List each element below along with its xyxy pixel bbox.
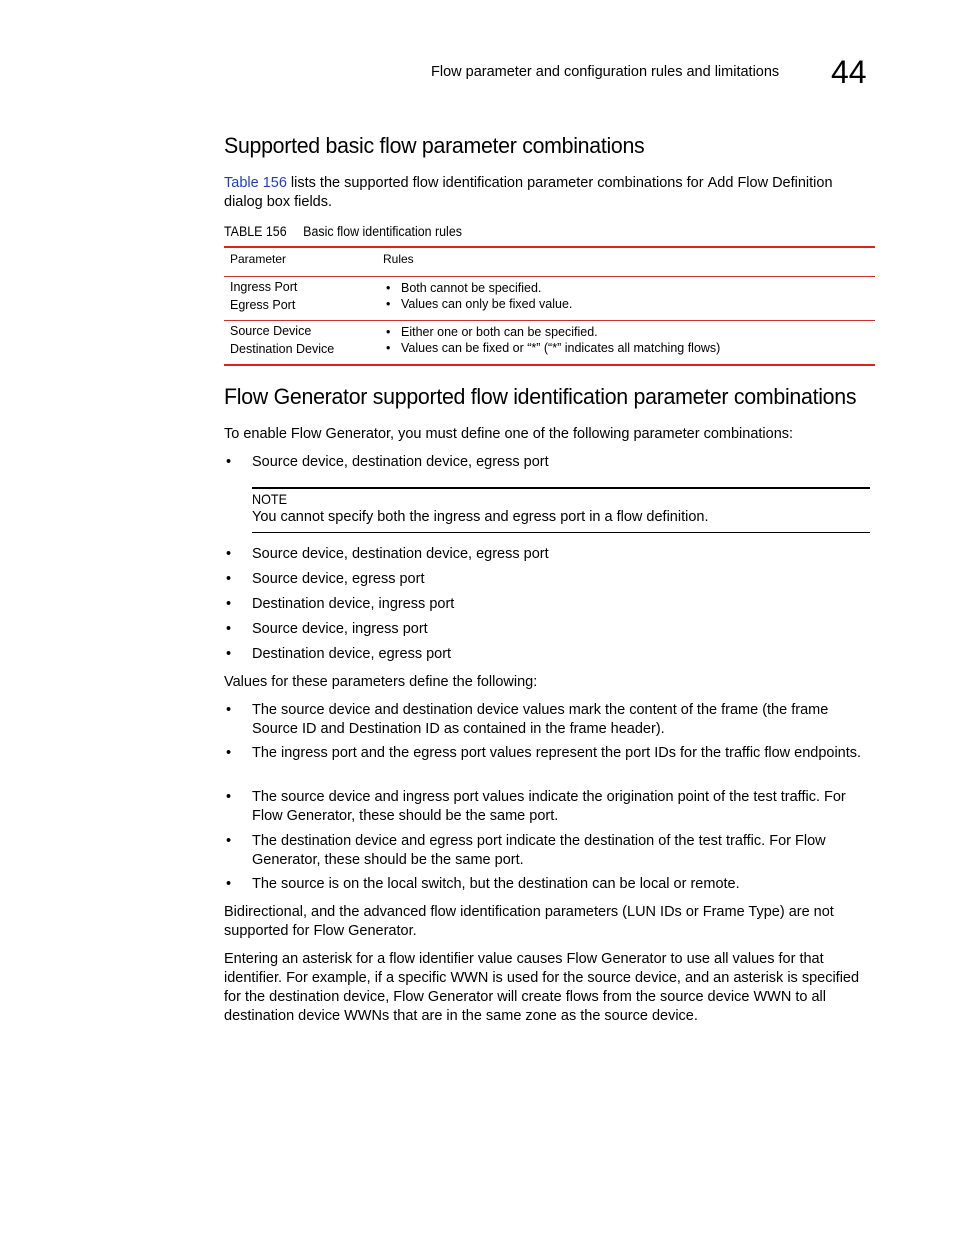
rule-item: • Values can only be fixed value.	[383, 296, 572, 312]
bidirectional-paragraph: Bidirectional, and the advanced flow identification parameters (LUN IDs or Frame Type) are not supported for Flow Generator.	[224, 904, 834, 939]
list-item-text: Destination device, egress port	[252, 646, 452, 662]
table-156-link[interactable]: Table 156	[224, 175, 287, 191]
bullet-dot: •	[226, 596, 232, 612]
table-row	[224, 277, 875, 320]
rule-item: • Either one or both can be specified.	[383, 324, 720, 340]
rules-list	[383, 324, 720, 356]
list-item-text: Source device, destination device, egress port	[252, 454, 549, 470]
intro-text: lists the supported flow identification parameter combinations for	[286, 175, 708, 191]
list-item-text: Source device, ingress port	[252, 621, 428, 637]
list-item-text: The destination device and egress port indicate the destination of the test traffic. For Flow Generator, these should be the same port.	[252, 833, 826, 868]
table-bottom-rule	[224, 364, 875, 366]
bullet-dot: •	[226, 621, 232, 637]
running-header-title: Flow parameter and configuration rules and limitations	[431, 64, 780, 80]
header-rules: Rules	[383, 252, 414, 266]
bullet-dot: •	[226, 546, 232, 562]
table-caption	[224, 224, 462, 239]
values-intro: Values for these parameters define the following:	[224, 674, 538, 690]
note-text: You cannot specify both the ingress and egress port in a flow definition.	[252, 509, 709, 525]
param-cell: Destination Device	[230, 342, 335, 356]
rule-item: • Both cannot be specified.	[383, 280, 572, 296]
chapter-number: 44	[831, 54, 867, 90]
note-bottom-rule	[252, 532, 870, 533]
bullet-dot: •	[226, 833, 232, 849]
bullet-dot: •	[226, 454, 232, 470]
asterisk-paragraph: Entering an asterisk for a flow identifier value causes Flow Generator to use all values for that identifier. For example, if a specific WWN is used for the source device, and an asterisk is specified for the destination device, Flow Generator will create flows from the source device WWN to all destination device WWNs that are in the same zone as the source device.	[224, 951, 860, 1024]
list-item-text: The source device and destination device values mark the content of the frame (the frame Source ID and Destination ID as contained in the frame header).	[252, 702, 829, 737]
table-header-row	[224, 248, 875, 276]
table-caption-title: Basic flow identification rules	[303, 224, 462, 239]
param-cell: Source Device	[230, 324, 312, 338]
bullet-dot: •	[226, 745, 232, 761]
rule-item: • Values can be fixed or “*” (“*” indicates all matching flows)	[383, 340, 720, 356]
table-caption-number: TABLE 156	[224, 224, 287, 239]
flow-rules-table	[224, 246, 875, 366]
rules-list	[383, 280, 572, 312]
bullet-dot: •	[226, 571, 232, 587]
list-item-text: Source device, egress port	[252, 571, 425, 587]
bullet-dot: •	[226, 646, 232, 662]
list-item-text: The source device and ingress port values indicate the origination point of the test traffic. For Flow Generator, these should be the same port.	[252, 789, 846, 824]
list-item-text: The source is on the local switch, but the destination can be local or remote.	[252, 876, 740, 892]
flowgen-intro: To enable Flow Generator, you must define one of the following parameter combinations:	[224, 426, 794, 442]
intro-tail: dialog box fields.	[224, 194, 333, 210]
note-box	[252, 487, 870, 533]
bullet-dot: •	[226, 702, 232, 718]
bullet-dot: •	[226, 876, 232, 892]
table-intro-paragraph	[224, 174, 869, 212]
param-cell: Ingress Port	[230, 280, 298, 294]
table-row	[224, 321, 875, 364]
section-heading-flow-generator: Flow Generator supported flow identification parameter combinations	[224, 384, 857, 409]
header-parameter: Parameter	[230, 252, 287, 266]
note-label: NOTE	[252, 491, 288, 507]
add-flow-definition-ref: Add Flow Definition	[707, 175, 833, 191]
param-cell: Egress Port	[230, 298, 296, 312]
section-heading-basic: Supported basic flow parameter combinations	[224, 133, 645, 158]
list-item-text: The ingress port and the egress port values represent the port IDs for the traffic flow endpoints.	[252, 745, 862, 761]
bullet-dot: •	[226, 789, 232, 805]
list-item-text: Source device, destination device, egress port	[252, 546, 549, 562]
list-item-text: Destination device, ingress port	[252, 596, 455, 612]
